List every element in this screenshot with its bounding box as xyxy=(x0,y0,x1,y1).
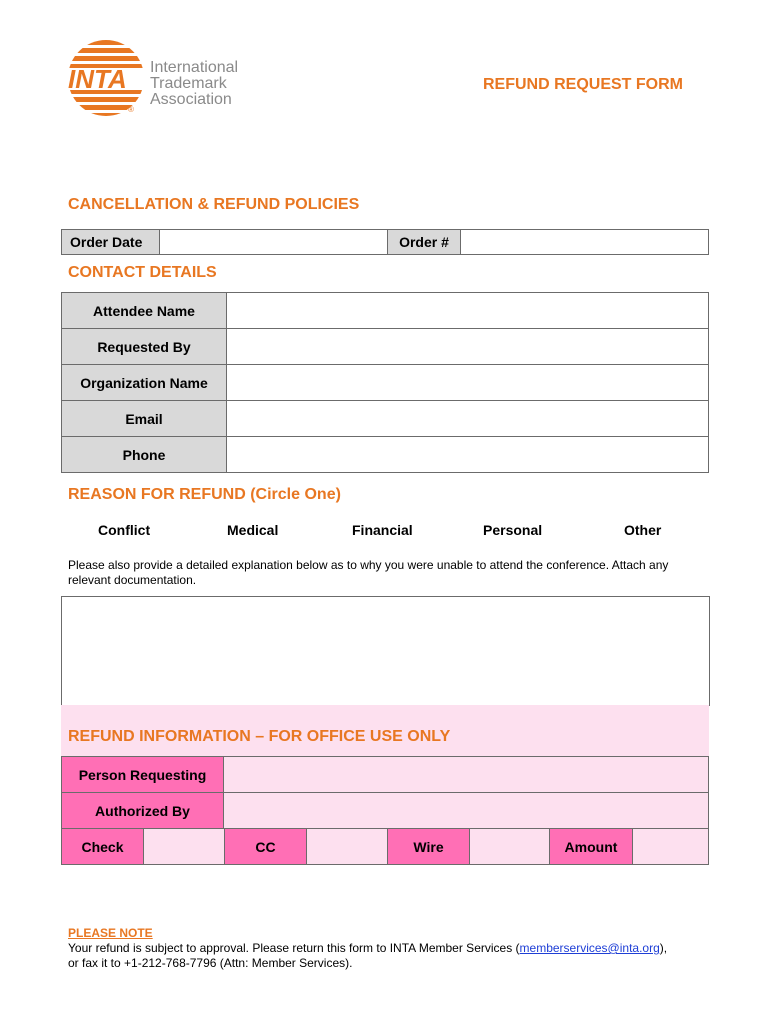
office-table-payment xyxy=(61,828,709,865)
person-requesting-field[interactable] xyxy=(224,757,709,793)
contact-row xyxy=(62,293,709,329)
organization-name-field[interactable] xyxy=(227,365,709,401)
contact-row xyxy=(62,365,709,401)
order-info-table xyxy=(61,229,709,255)
wire-label: Wire xyxy=(388,829,470,865)
note-text-before: Your refund is subject to approval. Please return this form to INTA Member Services ( xyxy=(68,941,520,955)
attendee-name-field[interactable] xyxy=(227,293,709,329)
note-title: PLEASE NOTE xyxy=(68,926,153,940)
inta-logo xyxy=(66,38,256,120)
note-fax-line: or fax it to +1-212-768-7796 (Attn: Member Services). xyxy=(68,956,353,970)
order-date-label: Order Date xyxy=(62,230,160,255)
order-number-field[interactable] xyxy=(461,230,709,255)
attendee-name-label: Attendee Name xyxy=(62,293,227,329)
authorized-by-label: Authorized By xyxy=(62,793,224,829)
cc-label: CC xyxy=(225,829,307,865)
office-table-top xyxy=(61,756,709,829)
wire-field[interactable] xyxy=(470,829,550,865)
form-title: REFUND REQUEST FORM xyxy=(483,76,683,93)
contact-row xyxy=(62,329,709,365)
email-label: Email xyxy=(62,401,227,437)
note-text xyxy=(68,941,718,971)
logo-text: INTA xyxy=(68,64,127,94)
contact-table xyxy=(61,292,709,473)
reason-option-other[interactable]: Other xyxy=(624,522,662,538)
reason-heading: REASON FOR REFUND (Circle One) xyxy=(68,486,341,503)
requested-by-label: Requested By xyxy=(62,329,227,365)
policies-heading: CANCELLATION & REFUND POLICIES xyxy=(68,196,360,213)
explanation-instructions: Please also provide a detailed explanation below as to why you were unable to attend the conference. Attach any relevant documentation. xyxy=(68,558,669,587)
authorized-by-field[interactable] xyxy=(224,793,709,829)
cc-field[interactable] xyxy=(307,829,388,865)
reason-option-financial[interactable]: Financial xyxy=(352,522,413,538)
contact-row xyxy=(62,401,709,437)
reason-options xyxy=(68,522,710,542)
reason-option-medical[interactable]: Medical xyxy=(227,522,279,538)
note-text-after: ), xyxy=(659,941,668,955)
amount-field[interactable] xyxy=(633,829,709,865)
requested-by-field[interactable] xyxy=(227,329,709,365)
organization-name-label: Organization Name xyxy=(62,365,227,401)
check-label: Check xyxy=(62,829,144,865)
phone-field[interactable] xyxy=(227,437,709,473)
contact-row xyxy=(62,437,709,473)
inta-globe-icon xyxy=(66,38,150,120)
member-services-email-link[interactable]: memberservices@inta.org xyxy=(519,941,660,955)
amount-label: Amount xyxy=(550,829,633,865)
contact-heading: CONTACT DETAILS xyxy=(68,264,217,281)
order-number-label: Order # xyxy=(388,230,461,255)
explanation-textbox[interactable] xyxy=(61,596,710,706)
org-name: International Trademark Association xyxy=(150,59,239,108)
reason-option-conflict[interactable]: Conflict xyxy=(98,522,151,538)
office-heading: REFUND INFORMATION – FOR OFFICE USE ONLY xyxy=(68,728,451,745)
reason-option-personal[interactable]: Personal xyxy=(483,522,543,538)
svg-text:®: ® xyxy=(128,105,134,114)
email-field[interactable] xyxy=(227,401,709,437)
person-requesting-label: Person Requesting xyxy=(62,757,224,793)
check-field[interactable] xyxy=(144,829,225,865)
order-date-field[interactable] xyxy=(160,230,388,255)
phone-label: Phone xyxy=(62,437,227,473)
